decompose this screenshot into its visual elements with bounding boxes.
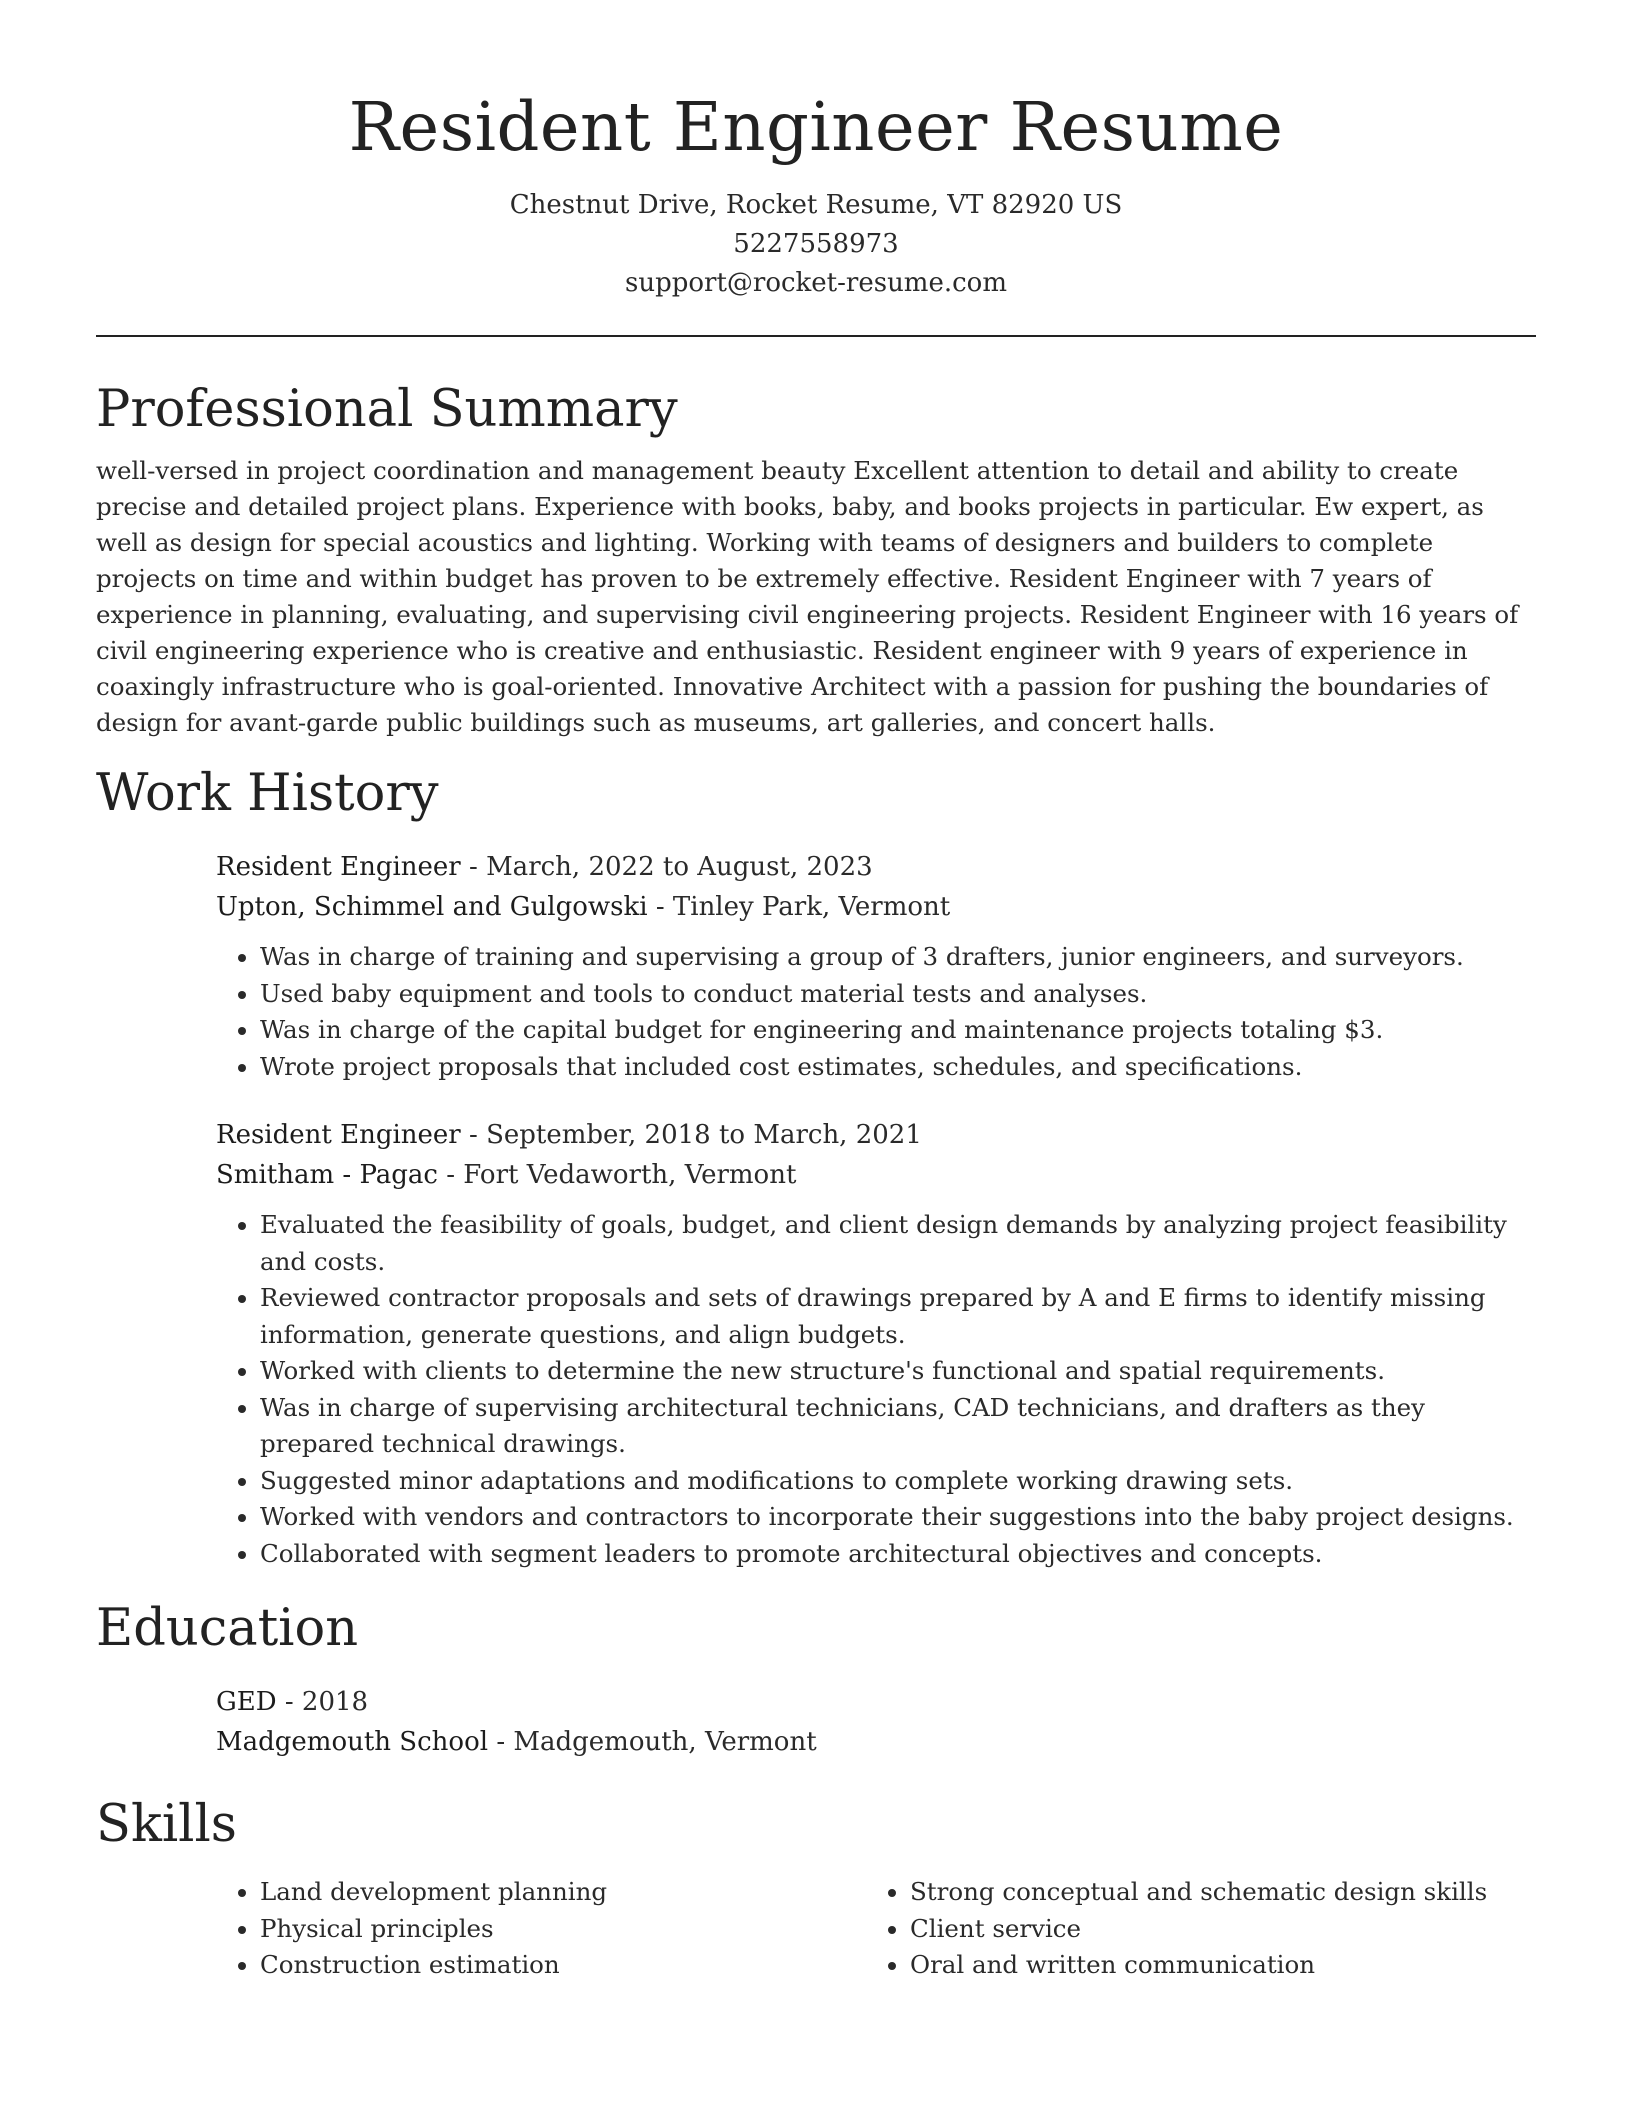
education-degree-line xyxy=(216,1682,1536,1722)
education-school: Madgemouth School xyxy=(216,1727,489,1757)
job-title-line xyxy=(216,1115,1536,1155)
job-entry xyxy=(216,1115,1536,1572)
job-entry xyxy=(216,847,1536,1085)
header-divider xyxy=(96,335,1536,337)
job-role: Resident Engineer xyxy=(216,852,461,882)
job-bullet: • Wrote project proposals that included cost estimates, schedules, and specifications. xyxy=(260,1049,1536,1086)
job-role: Resident Engineer xyxy=(216,1120,461,1150)
job-bullet: • Was in charge of training and supervising a group of 3 drafters, junior engineers, and surveyors. xyxy=(260,939,1536,976)
contact-email: support@rocket-resume.com xyxy=(624,268,1007,298)
education-entry xyxy=(216,1682,1536,1762)
job-bullet: • Reviewed contractor proposals and sets of drawings prepared by A and E firms to identify missing information, generate questions, and align budgets. xyxy=(260,1280,1536,1353)
contact-address: Chestnut Drive, Rocket Resume, VT 82920 US xyxy=(509,190,1123,220)
skills-column-left xyxy=(216,1874,866,1984)
job-bullet: • Was in charge of supervising architectural technicians, CAD technicians, and drafters as they prepared technical drawings. xyxy=(260,1390,1536,1463)
education-degree: GED xyxy=(216,1687,277,1717)
education-location: - Madgemouth, Vermont xyxy=(488,1727,817,1757)
job-bullet: • Worked with vendors and contractors to incorporate their suggestions into the baby project designs. xyxy=(260,1499,1536,1536)
job-bullet: • Used baby equipment and tools to conduct material tests and analyses. xyxy=(260,976,1536,1013)
education-year: - 2018 xyxy=(276,1687,369,1717)
skill-item: • Client service xyxy=(910,1911,1516,1948)
job-location: - Tinley Park, Vermont xyxy=(647,892,951,922)
skill-item: • Physical principles xyxy=(260,1911,866,1948)
skills-grid xyxy=(216,1874,1536,1984)
skill-item: • Construction estimation xyxy=(260,1947,866,1984)
job-title-line xyxy=(216,847,1536,887)
job-company: Smitham - Pagac xyxy=(216,1160,438,1190)
skill-item: • Land development planning xyxy=(260,1874,866,1911)
job-bullets xyxy=(216,1207,1536,1572)
skill-item: • Oral and written communication xyxy=(910,1947,1516,1984)
skills-column-right xyxy=(866,1874,1516,1984)
job-bullet: • Was in charge of the capital budget for engineering and maintenance projects totaling $3. xyxy=(260,1012,1536,1049)
work-history-heading: Work History xyxy=(96,764,439,823)
education-heading: Education xyxy=(96,1599,359,1658)
job-company-line xyxy=(216,887,1536,927)
job-bullets xyxy=(216,939,1536,1085)
education-school-line xyxy=(216,1722,1536,1762)
job-location: - Fort Vedaworth, Vermont xyxy=(437,1160,797,1190)
job-bullet: • Collaborated with segment leaders to promote architectural objectives and concepts. xyxy=(260,1536,1536,1573)
job-bullet: • Worked with clients to determine the new structure's functional and spatial requirements. xyxy=(260,1353,1536,1390)
skill-item: • Strong conceptual and schematic design skills xyxy=(910,1874,1516,1911)
job-company-line xyxy=(216,1155,1536,1195)
job-dates: - September, 2018 to March, 2021 xyxy=(460,1120,922,1150)
resume-title: Resident Engineer Resume xyxy=(348,88,1284,166)
job-company: Upton, Schimmel and Gulgowski xyxy=(216,892,648,922)
summary-heading: Professional Summary xyxy=(96,380,678,439)
job-dates: - March, 2022 to August, 2023 xyxy=(460,852,873,882)
contact-block xyxy=(96,186,1536,303)
summary-text: well-versed in project coordination and management beauty Excellent attention to detail and ability to create precise and detailed project plans. Experience with books, baby, and books projects in particular. Ew expert, as well as design for special acoustics and lighting. Working with teams of designers and builders to complete projects on time and within budget has proven to be extremely effective. Resident Engineer with 7 years of experience in planning, evaluating, and supervising civil engineering projects. Resident Engineer with 16 years of civil engineering experience who is creative and enthusiastic. Resident engineer with 9 years of experience in coaxingly infrastructure who is goal-oriented. Innovative Architect with a passion for pushing the boundaries of design for avant-garde public buildings such as museums, art galleries, and concert halls. xyxy=(96,456,1519,737)
job-bullet: • Suggested minor adaptations and modifications to complete working drawing sets. xyxy=(260,1463,1536,1500)
resume-header xyxy=(96,0,1536,303)
job-bullet: • Evaluated the feasibility of goals, budget, and client design demands by analyzing project feasibility and costs. xyxy=(260,1207,1536,1280)
skills-heading: Skills xyxy=(96,1795,237,1854)
contact-phone: 5227558973 xyxy=(733,229,899,259)
